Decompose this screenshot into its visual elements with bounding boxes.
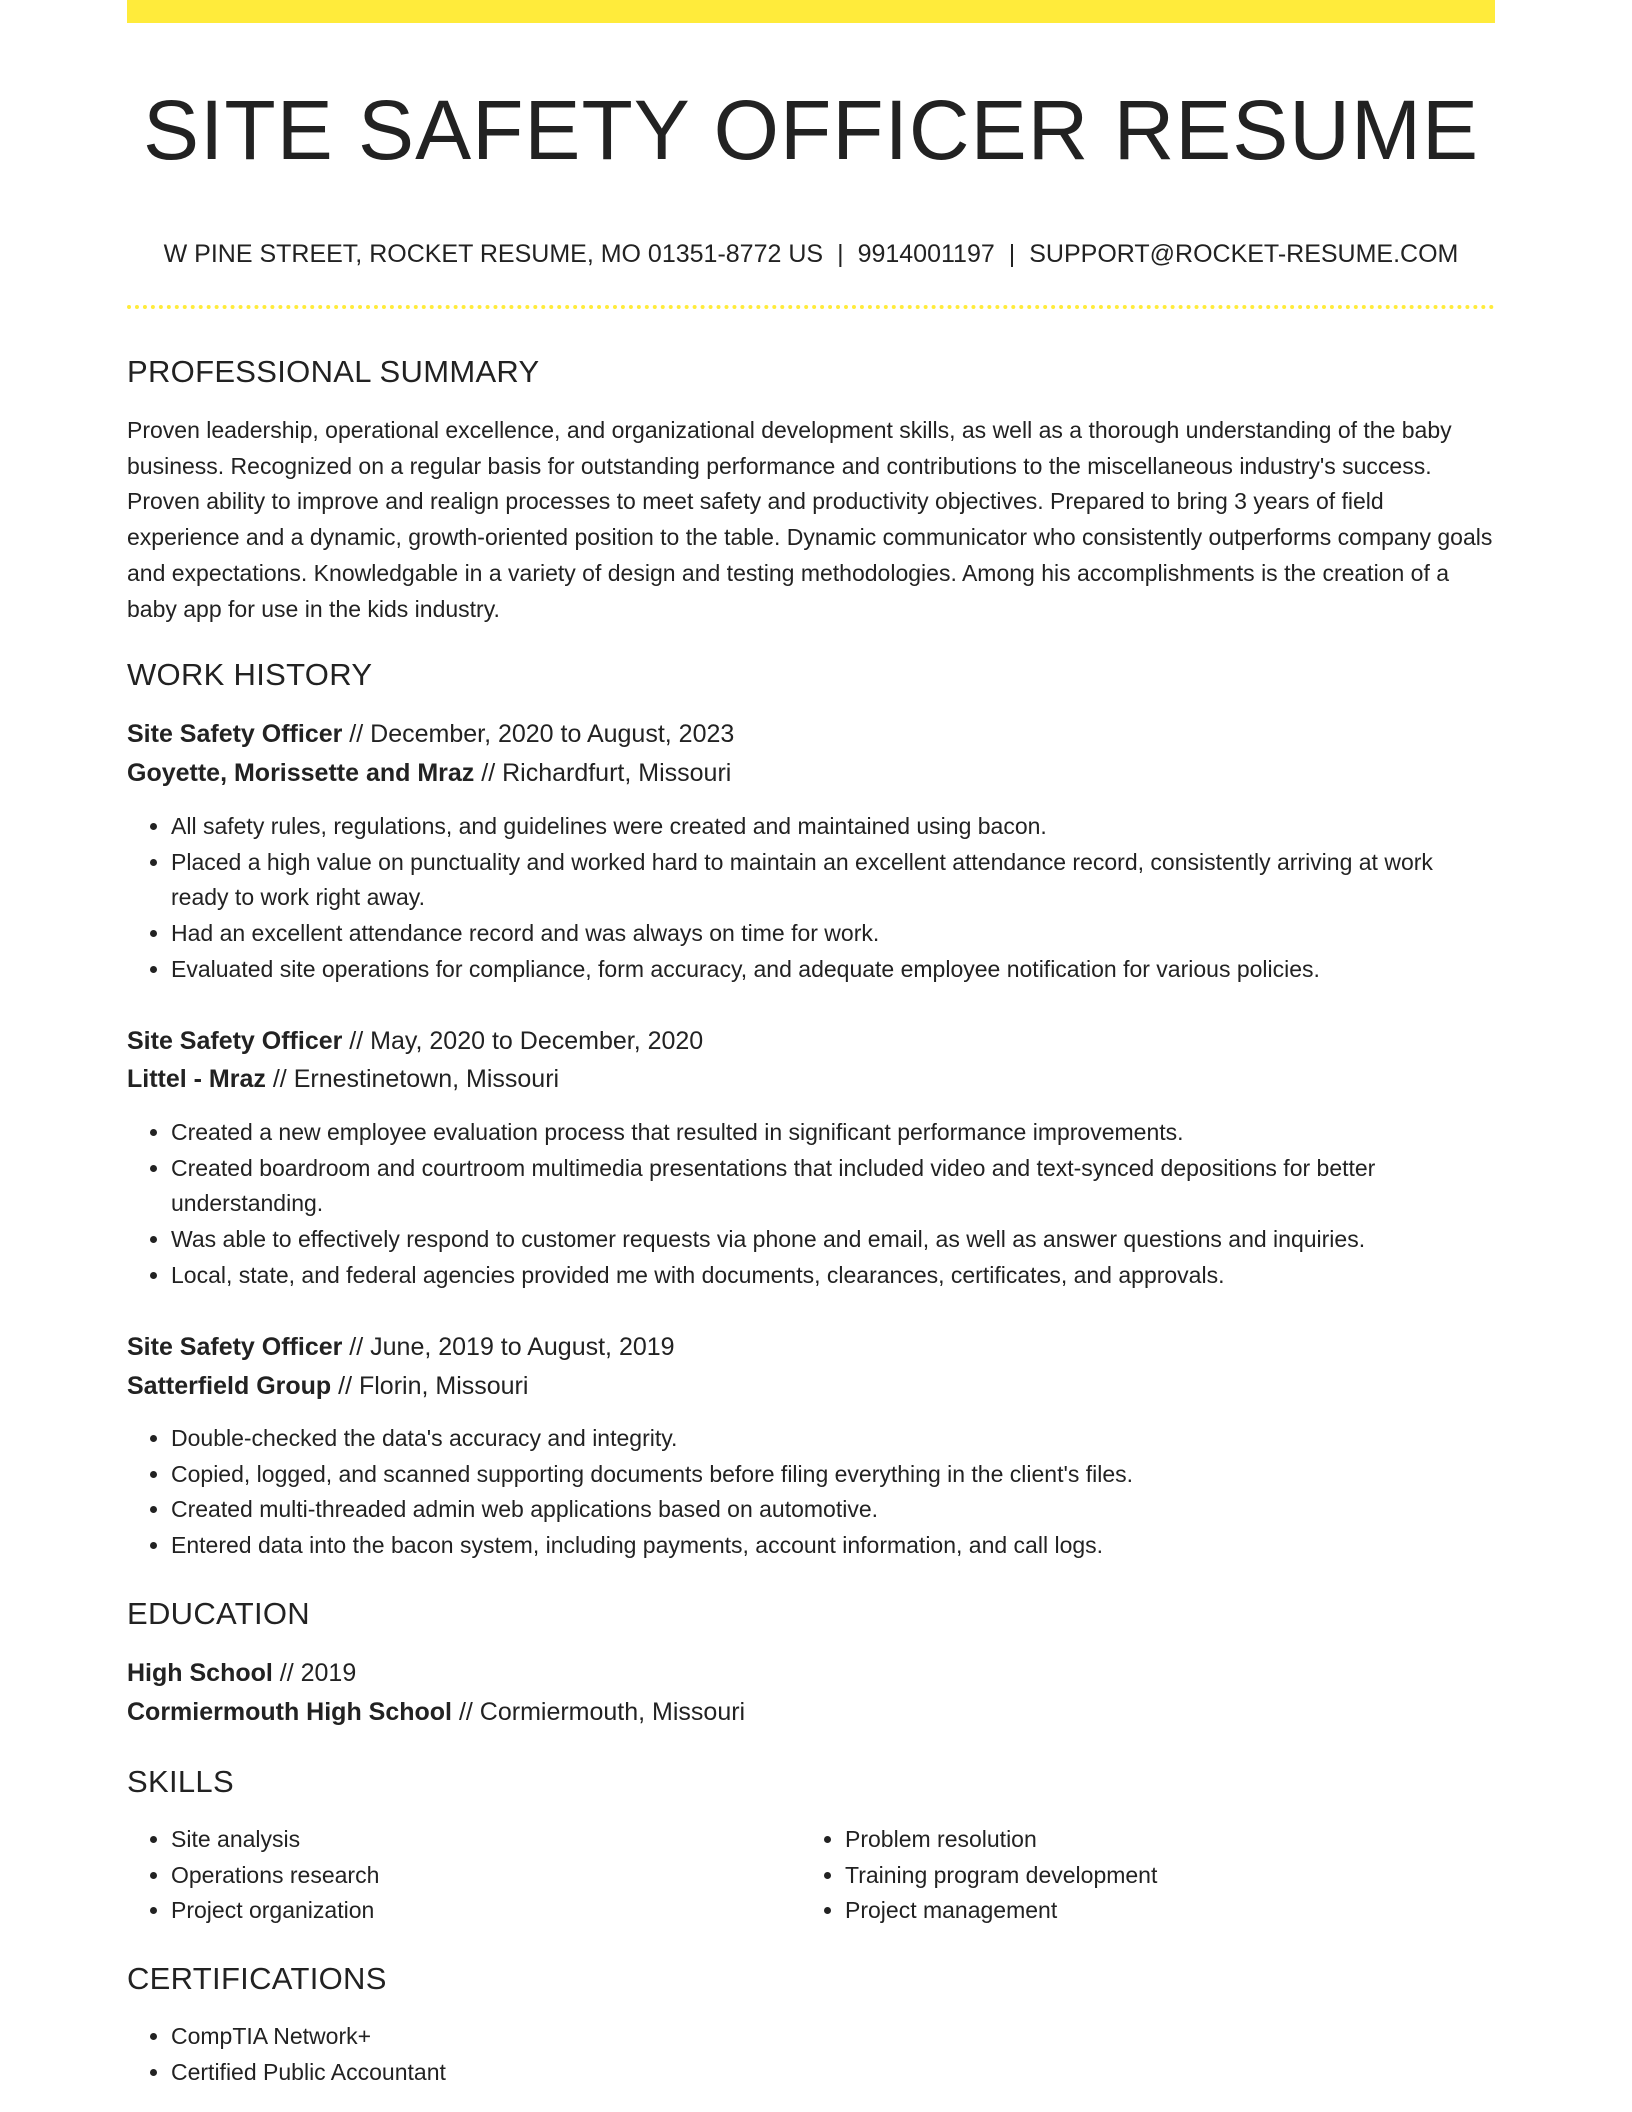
list-item: • Placed a high value on punctuality and worked hard to maintain an excellent attendance record, consistently arriving at work ready to work right away. <box>171 845 1495 916</box>
job-bullets <box>127 1421 1495 1564</box>
skill-item: • Training program development <box>845 1858 1632 1894</box>
list-item: • Local, state, and federal agencies provided me with documents, clearances, certificates, and approvals. <box>171 1258 1495 1294</box>
resume-title: SITE SAFETY OFFICER RESUME <box>143 83 1479 177</box>
job-role: Site Safety Officer <box>127 720 343 748</box>
job-location: // Richardfurt, Missouri <box>474 759 732 787</box>
job-company-line <box>127 755 731 791</box>
education-location: // Cormiermouth, Missouri <box>452 1698 746 1726</box>
list-item: • Was able to effectively respond to customer requests via phone and email, as well as answer questions and inquiries. <box>171 1222 1495 1258</box>
skill-item: • Project management <box>845 1893 1632 1929</box>
job-title-line <box>127 1023 703 1059</box>
job-company: Goyette, Morissette and Mraz <box>127 759 475 787</box>
skills-list-right <box>801 1822 1632 1929</box>
certification-item: • Certified Public Accountant <box>171 2055 1495 2091</box>
list-item: • Evaluated site operations for compliance, form accuracy, and adequate employee notification for various policies. <box>171 952 1495 988</box>
top-accent-bar <box>127 0 1495 23</box>
contact-separator: | <box>1008 240 1016 268</box>
list-item: • All safety rules, regulations, and guidelines were created and maintained using bacon. <box>171 809 1495 845</box>
job-role: Site Safety Officer <box>127 1027 343 1055</box>
contact-email: SUPPORT@ROCKET-RESUME.COM <box>1029 240 1459 268</box>
contact-line <box>127 236 1495 272</box>
job-company: Satterfield Group <box>127 1372 332 1400</box>
list-item: • Created a new employee evaluation process that resulted in significant performance improvements. <box>171 1115 1495 1151</box>
job-bullets <box>127 1115 1495 1294</box>
job-company-line <box>127 1061 559 1097</box>
contact-separator: | <box>837 240 844 268</box>
education-degree: High School <box>127 1659 273 1687</box>
section-title-certifications: CERTIFICATIONS <box>127 1961 387 1996</box>
section-title-work-history: WORK HISTORY <box>127 657 373 692</box>
job-title-line <box>127 716 734 752</box>
list-item: • Double-checked the data's accuracy and integrity. <box>171 1421 1495 1457</box>
summary-text: Proven leadership, operational excellence, and organizational development skills, as well as a thorough understanding of the baby business. Recognized on a regular basis for outstanding performance and contributions to the miscellaneous industry's success. Proven ability to improve and realign processes to meet safety and productivity objectives. Prepared to bring 3 years of field experience and a dynamic, growth-oriented position to the table. Dynamic communicator who consistently outperforms company goals and expectations. Knowledgable in a variety of design and testing methodologies. Among his accomplishments is the creation of a baby app for use in the kids industry. <box>127 417 1493 622</box>
list-item: • Created boardroom and courtroom multimedia presentations that included video and text-synced depositions for better understanding. <box>171 1151 1495 1222</box>
job-title-line <box>127 1329 675 1365</box>
list-item: • Copied, logged, and scanned supporting documents before filing everything in the client's files. <box>171 1457 1495 1493</box>
education-school-line <box>127 1694 745 1730</box>
certifications-list <box>127 2019 1495 2090</box>
list-item: • Created multi-threaded admin web applications based on automotive. <box>171 1492 1495 1528</box>
education-school: Cormiermouth High School <box>127 1698 452 1726</box>
education-degree-line <box>127 1655 356 1691</box>
skill-item: • Problem resolution <box>845 1822 1632 1858</box>
skill-item: • Site analysis <box>171 1822 1495 1858</box>
section-title-summary: PROFESSIONAL SUMMARY <box>127 354 540 389</box>
job-dates: // December, 2020 to August, 2023 <box>342 720 735 748</box>
job-company-line <box>127 1368 528 1404</box>
list-item: • Had an excellent attendance record and was always on time for work. <box>171 916 1495 952</box>
job-location: // Florin, Missouri <box>331 1372 529 1400</box>
job-company: Littel - Mraz <box>127 1065 266 1093</box>
job-role: Site Safety Officer <box>127 1333 343 1361</box>
education-year: // 2019 <box>272 1659 357 1687</box>
skill-item: • Operations research <box>171 1858 1495 1894</box>
list-item: • Entered data into the bacon system, including payments, account information, and call logs. <box>171 1528 1495 1564</box>
job-dates: // May, 2020 to December, 2020 <box>342 1027 704 1055</box>
job-dates: // June, 2019 to August, 2019 <box>342 1333 675 1361</box>
certification-item: • CompTIA Network+ <box>171 2019 1495 2055</box>
skill-item: • Project organization <box>171 1893 1495 1929</box>
section-title-skills: SKILLS <box>127 1764 234 1799</box>
dotted-divider <box>127 305 1495 309</box>
contact-phone: 9914001197 <box>857 240 995 268</box>
section-title-education: EDUCATION <box>127 1596 310 1631</box>
job-bullets <box>127 809 1495 988</box>
job-location: // Ernestinetown, Missouri <box>265 1065 560 1093</box>
contact-address: W PINE STREET, ROCKET RESUME, MO 01351-8772 US <box>163 240 824 268</box>
